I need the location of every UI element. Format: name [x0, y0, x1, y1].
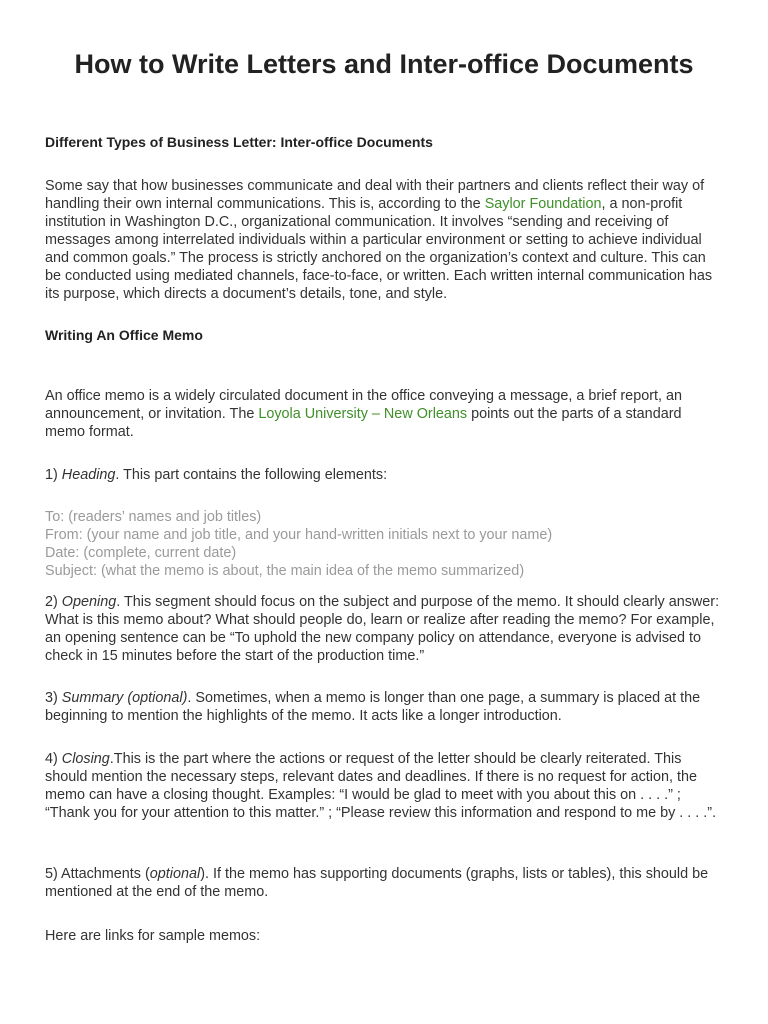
memo-intro-paragraph	[45, 387, 725, 441]
memo-intro-text-1: An office memo is a widely circulated document in the office conveying a message, a brief report, an announcement, or invitation. The	[45, 388, 682, 422]
loyola-university-link[interactable]: Loyola University – New Orleans	[258, 406, 468, 422]
intro-paragraph	[45, 177, 725, 303]
item-closing-label: Closing	[61, 751, 110, 767]
heading-elements-list	[45, 508, 725, 580]
item-summary	[45, 689, 725, 725]
item-heading-text: . This part contains the following elements:	[115, 467, 388, 483]
section-heading-office-memo: Writing An Office Memo	[45, 327, 203, 343]
item-heading-number: 1)	[45, 467, 62, 483]
item-summary-text: . Sometimes, when a memo is longer than one page, a summary is placed at the beginning to mention the highlights of the memo. It acts like a longer introduction.	[45, 690, 701, 724]
item-closing	[45, 750, 725, 822]
item-heading	[45, 466, 725, 484]
heading-element-to: To: (readers’ names and job titles)	[45, 509, 262, 525]
saylor-foundation-link[interactable]: Saylor Foundation	[484, 196, 602, 212]
item-opening-label: Opening	[61, 594, 117, 610]
item-opening-text: . This segment should focus on the subject and purpose of the memo. It should clearly answer: What is this memo about? What should people do, learn or realize after reading the memo? For example, an opening sentence can be “To uphold the new company policy on attendance, everyone is advised to check in 15 minutes before the start of the production time.”	[45, 594, 720, 664]
item-attachments	[45, 865, 725, 901]
item-attachments-label: optional	[149, 866, 201, 882]
heading-element-date: Date: (complete, current date)	[45, 545, 237, 561]
item-summary-number: 3)	[45, 690, 62, 706]
item-closing-text: .This is the part where the actions or request of the letter should be clearly reiterated. This should mention the necessary steps, relevant dates and deadlines. If there is no request for action, the memo can have a closing thought. Examples: “I would be glad to meet with you about this on . . . .” ; “Thank you for your attention to this matter.” ; “Please review this information and respond to me by . . . .”.	[45, 751, 717, 821]
intro-text-1: Some say that how businesses communicate and deal with their partners and clients reflect their way of handling their own internal communications. This is, according to the	[45, 178, 705, 212]
item-opening	[45, 593, 725, 665]
item-summary-label: Summary (optional)	[61, 690, 188, 706]
heading-element-from: From: (your name and job title, and your hand-written initials next to your name)	[45, 527, 553, 543]
page-title: How to Write Letters and Inter-office Documents	[74, 49, 694, 79]
memo-intro-text-2: points out the parts of a standard memo format.	[45, 406, 682, 440]
intro-text-2: , a non-profit institution in Washington D.C., organizational communication. It involves “sending and receiving of messages among interrelated individuals within a particular environment or setting to achieve individual and common goals.” The process is strictly anchored on the organization’s context and culture. This can be conducted using mediated channels, face-to-face, or written. Each written internal communication has its purpose, which directs a document’s details, tone, and style.	[45, 196, 713, 302]
item-attachments-text: ). If the memo has supporting documents (graphs, lists or tables), this should be mentioned at the end of the memo.	[45, 866, 709, 900]
item-attachments-number: 5) Attachments (	[45, 866, 150, 882]
sample-memos-text: Here are links for sample memos:	[45, 928, 261, 944]
item-heading-label: Heading	[61, 467, 116, 483]
item-closing-number: 4)	[45, 751, 62, 767]
section-heading-inter-office: Different Types of Business Letter: Inter-office Documents	[45, 134, 433, 150]
item-opening-number: 2)	[45, 594, 62, 610]
heading-element-subject: Subject: (what the memo is about, the main idea of the memo summarized)	[45, 563, 525, 579]
